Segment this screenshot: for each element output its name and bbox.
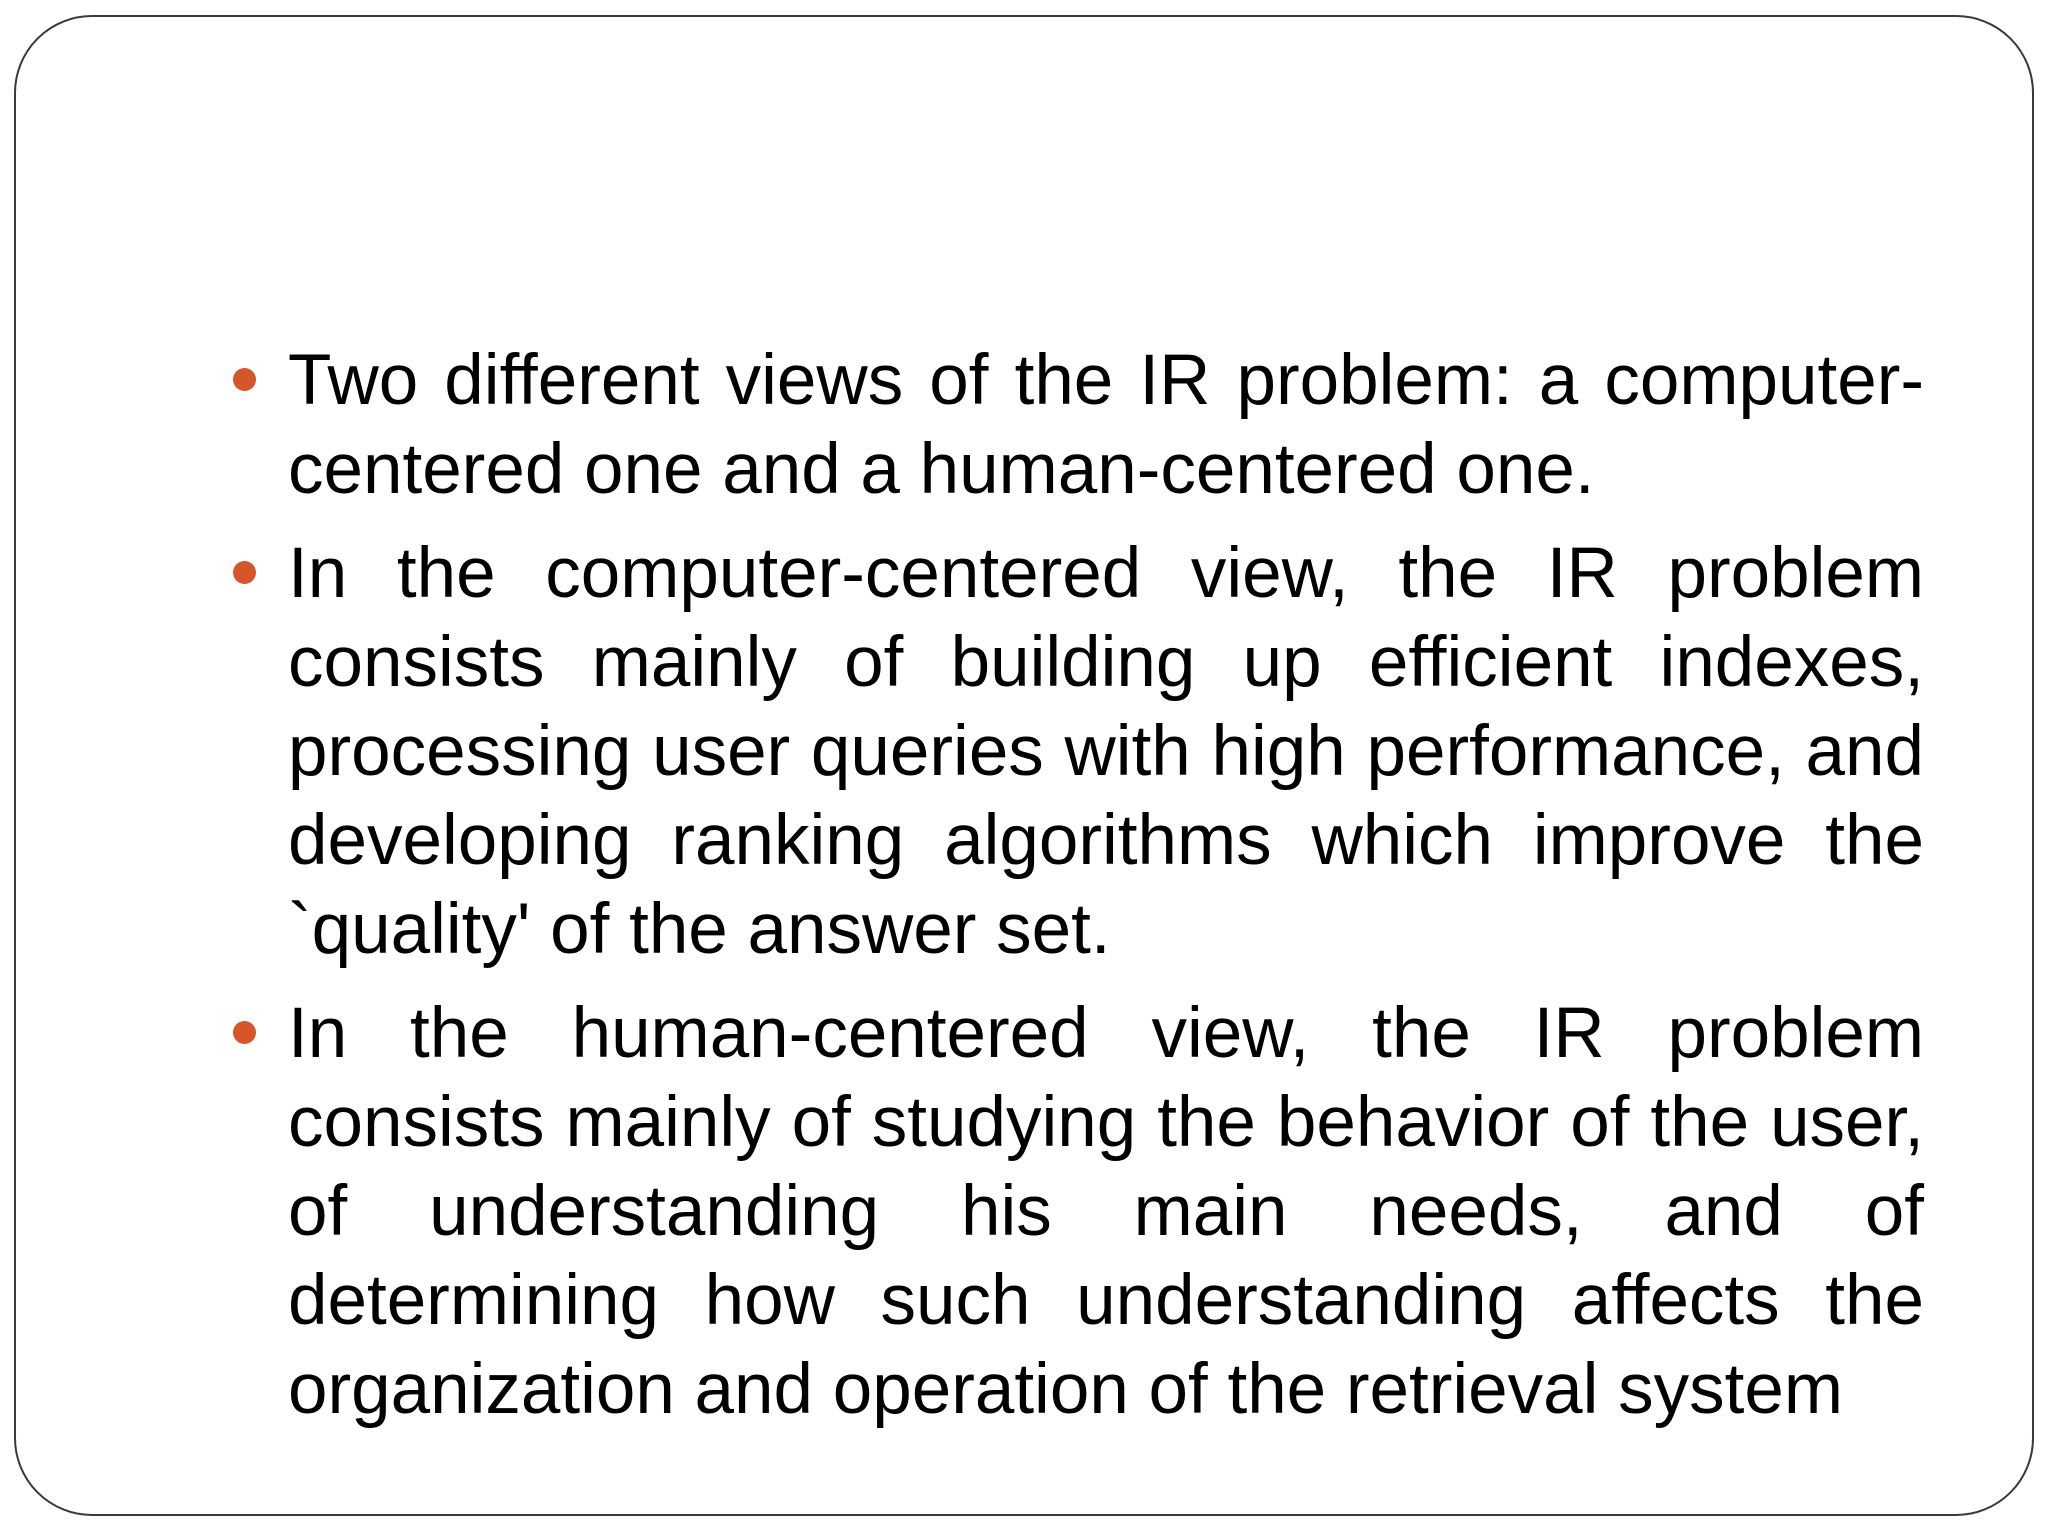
bullet-item xyxy=(288,989,1924,1434)
bullet-text: Two different views of the IR problem: a computer-centered one and a human-centered one. xyxy=(288,341,1924,509)
bullet-text: In the computer-centered view, the IR problem consists mainly of building up efficient indexes, processing user queries with high performance, and developing ranking algorithms which improve the `quality' of the answer set. xyxy=(288,534,1924,969)
bullet-list xyxy=(288,336,1924,1449)
bullet-dot-icon xyxy=(233,561,256,584)
bullet-item xyxy=(288,529,1924,974)
bullet-dot-icon xyxy=(233,368,256,391)
bullet-dot-icon xyxy=(233,1021,256,1044)
bullet-item xyxy=(288,336,1924,514)
bullet-text: In the human-centered view, the IR problem consists mainly of studying the behavior of the user, of understanding his main needs, and of determining how such understanding affects the organization and operation of the retrieval system xyxy=(288,994,1924,1429)
